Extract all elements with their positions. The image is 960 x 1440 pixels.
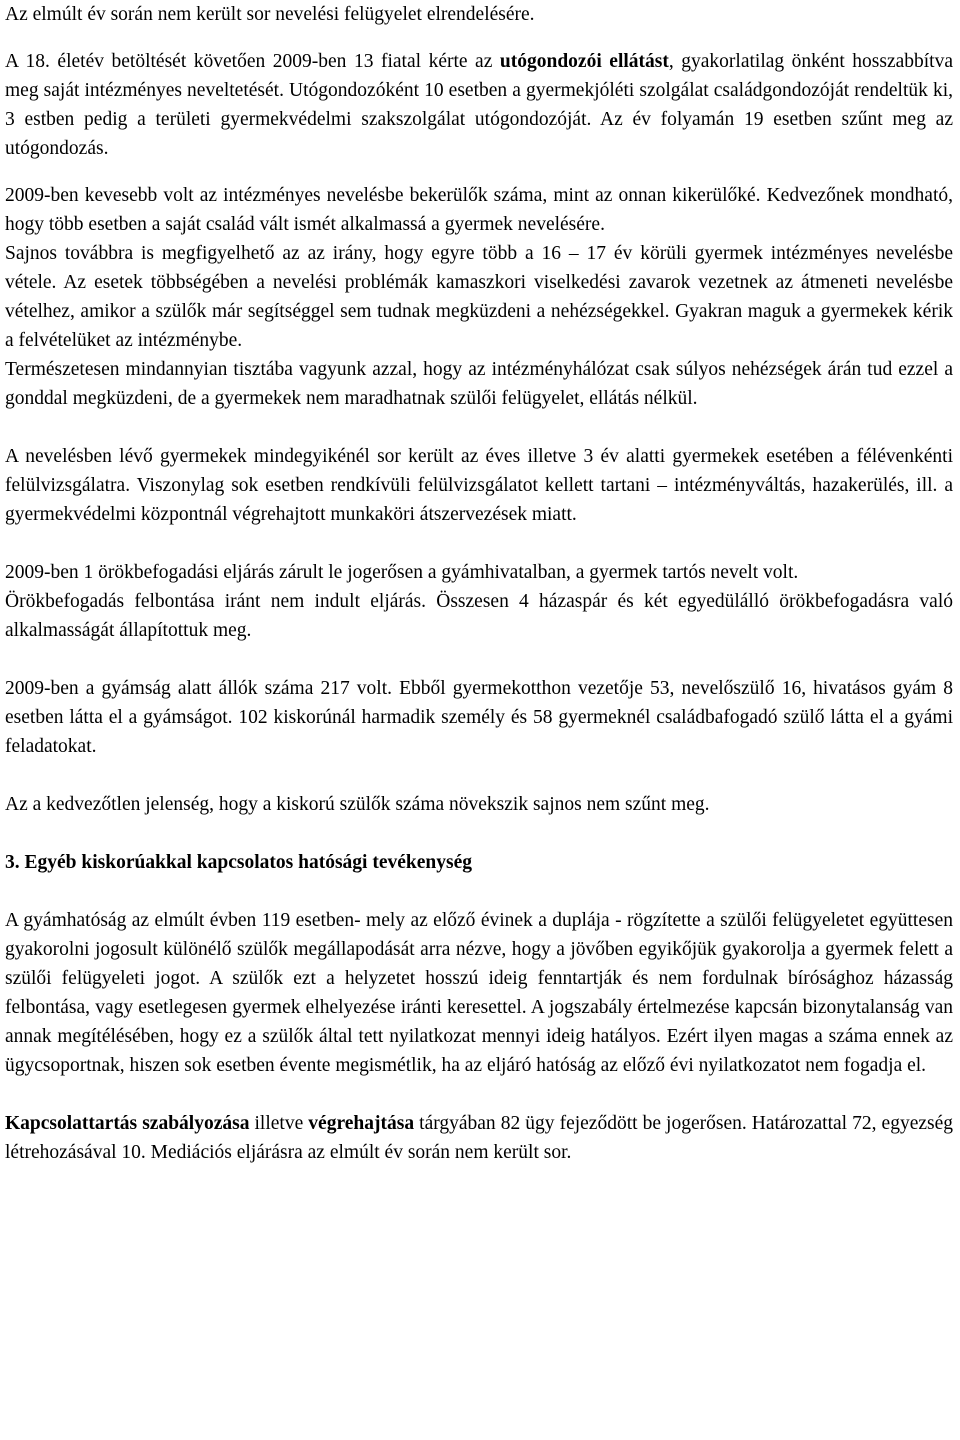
paragraph-minor-parents: Az a kedvezőtlen jelenség, hogy a kiskorú szülők száma növekszik sajnos nem szűnt meg.: [5, 794, 710, 815]
paragraph-network: Természetesen mindannyian tisztába vagyunk azzal, hogy az intézményhálózat csak súlyos nehézségek árán tud ezzel a gonddal megküzdeni, de a gyermekek nem maradhatnak szülői felügyelet, ellátás nélkül.: [5, 359, 953, 409]
paragraph-contact-rules: [5, 1109, 953, 1167]
paragraph-institutional-intake: 2009-ben kevesebb volt az intézményes nevelésbe bekerülők száma, mint az onnan kikerülőké. Kedvezőnek mondható, hogy több esetben a saját család vált ismét alkalmassá a gyermek nevelésére.: [5, 185, 953, 235]
paragraph-aftercare: [5, 47, 953, 163]
paragraph-reviews: A nevelésben lévő gyermekek mindegyikénél sor került az éves illetve 3 év alatti gyermekek esetében a félévenkénti felülvizsgálatra. Viszonylag sok esetben rendkívüli felülvizsgálatot kellett tartani – intézményváltás, hazakerülés, ill. a gyermekvédelmi központnál végrehajtott munkaköri átszervezések miatt.: [5, 446, 953, 525]
paragraph-adoption-dissolution: Örökbefogadás felbontása iránt nem indult eljárás. Összesen 4 házaspár és két egyedülálló örökbefogadásra való alkalmasságát állapítottuk meg.: [5, 591, 953, 641]
section-heading: 3. Egyéb kiskorúakkal kapcsolatos hatósági tevékenység: [5, 852, 472, 873]
paragraph-age-trend: Sajnos továbbra is megfigyelhető az az irány, hogy egyre több a 16 – 17 év körüli gyermek intézményes nevelésbe vétele. Az esetek többségében a nevelési problémák kamaszkori viselkedési zavarok vezetnek az átmeneti nevelésbe vételhez, amikor a szülők már segítséggel sem tudnak megküzdeni a nehézségekkel. Gyakran maguk a gyermekek kérik a felvételüket az intézménybe.: [5, 243, 953, 351]
paragraph-custody-agreements: A gyámhatóság az elmúlt évben 119 esetben- mely az előző évinek a duplája - rögzítette a szülői felügyeletet együttesen gyakorolni jogosult különélő szülők megállapodását arra nézve, hogy a jövőben egyikőjük gyakorolja a gyermek felett a szülői felügyeleti jogot. A szülők ezt a helyzetet hosszú ideig fenntartják és nem fordulnak bírósághoz házasság felbontása, vagy esetlegesen gyermek elhelyezése iránti keresettel. A jogszabály értelmezése kapcsán bizonytalanság van annak megítélésében, hogy ez a szülők által tett nyilatkozat mennyi ideig hatályos. Ezért ilyen magas a száma ennek az ügycsoportnak, hiszen sok esetben évente megismétlik, ha az eljáró hatóság az előző évi nyilatkozatot nem fogadja el.: [5, 910, 953, 1076]
aftercare-text-1: A 18. életév betöltését követően 2009-ben 13 fiatal kérte az: [5, 51, 500, 72]
contact-text-1: illetve: [249, 1113, 309, 1134]
aftercare-text-2: , gyakorlatilag önként hosszabbítva meg saját intézményes neveltetését. Utógondozóként 10 esetben a gyermekjóléti szolgálat családgondozóját rendeltük ki, 3 estben pedig a területi gyermekvédelmi szakszolgálat utógondozóját. Az év folyamán 19 esetben szűnt meg az utógondozás.: [5, 51, 953, 159]
paragraph-guardianship: 2009-ben a gyámság alatt állók száma 217 volt. Ebből gyermekotthon vezetője 53, nevelőszülő 16, hivatásos gyám 8 esetben látta el a gyámságot. 102 kiskorúnál harmadik személy és 58 gyermeknél családbafogadó szülő látta el a gyámi feladatokat.: [5, 678, 953, 757]
contact-bold-1: Kapcsolattartás szabályozása: [5, 1113, 250, 1134]
paragraph-no-supervision: Az elmúlt év során nem került sor nevelési felügyelet elrendelésére.: [5, 4, 535, 25]
contact-bold-2: végrehajtása: [308, 1113, 415, 1134]
aftercare-bold: utógondozói ellátást: [499, 51, 669, 72]
paragraph-adoption: 2009-ben 1 örökbefogadási eljárás zárult le jogerősen a gyámhivatalban, a gyermek tartós nevelt volt.: [5, 562, 799, 583]
contact-text-2: tárgyában 82 ügy fejeződött be jogerősen. Határozattal 72, egyezség létrehozásával 10. Mediációs eljárásra az elmúlt év során nem került sor.: [5, 1113, 953, 1163]
